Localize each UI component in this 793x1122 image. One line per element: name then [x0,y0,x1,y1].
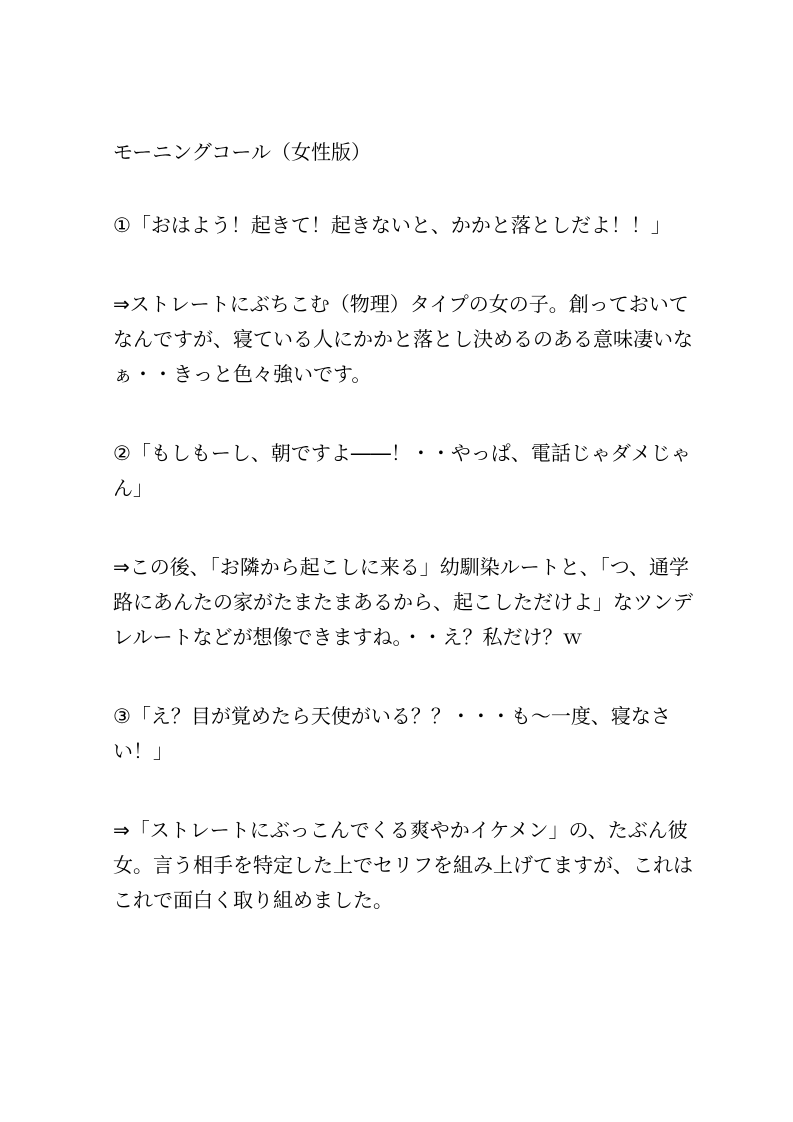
quote-2: ②「もしもーし、朝ですよ――！・・やっぱ、電話じゃダメじゃん」 [113,441,691,500]
quote-3: ③「え？目が覚めたら天使がいる？？・・・も～一度、寝なさい！」 [113,704,671,763]
comment-3: ⇒「ストレートにぶっこんでくる爽やかイケメン」の、たぶん彼女。言う相手を特定した上でセリフを組み上げてますが、これはこれで面白く取り組めました。 [113,818,693,912]
comment-2: ⇒この後、「お隣から起こしに来る」幼馴染ルートと、「つ、通学路にあんたの家がたまたまあるから、起こしただけよ」なツンデレルートなどが想像できますね。・・え？私だけ？ｗ [113,555,693,649]
quote-1: ①「おはよう！起きて！起きないと、かかと落としだよ！！」 [113,213,671,237]
document-title: モーニングコール（女性版） [113,140,371,164]
document-page [113,136,693,918]
comment-1: ⇒ストレートにぶちこむ（物理）タイプの女の子。創っておいてなんですが、寝ている人にかかと落とし決めるのある意味凄いなぁ・・きっと色々強いです。 [113,292,693,386]
